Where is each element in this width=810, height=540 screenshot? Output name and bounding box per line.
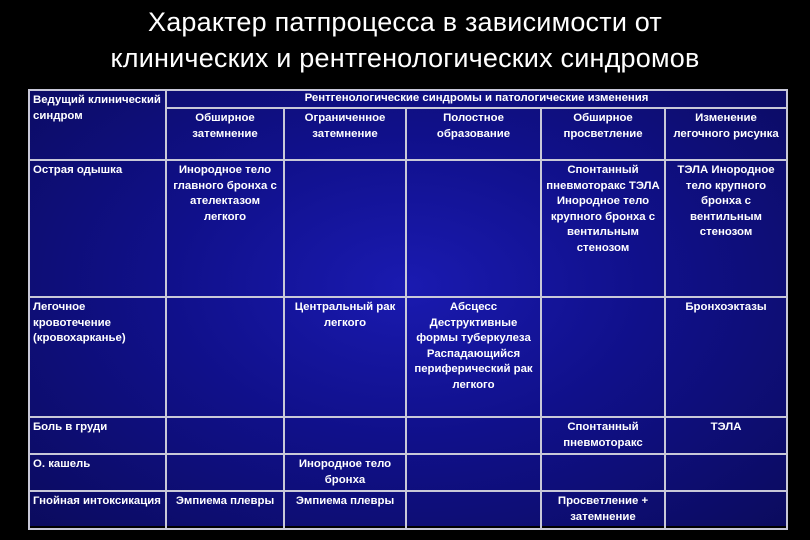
header-col-limited-opacity: Ограниченное затемнение bbox=[284, 108, 406, 160]
table-cell bbox=[284, 417, 406, 454]
row-syndrome-name: Легочное кровотечение (кровохарканье) bbox=[29, 297, 166, 417]
row-syndrome-name: Боль в груди bbox=[29, 417, 166, 454]
table-cell bbox=[166, 417, 284, 454]
table-cell: Инородное тело главного бронха с ателектазом легкого bbox=[166, 160, 284, 297]
table-row bbox=[29, 417, 787, 454]
header-group-radiological: Рентгенологические синдромы и патологические изменения bbox=[166, 90, 787, 108]
table-cell bbox=[406, 417, 541, 454]
row-syndrome-name: О. кашель bbox=[29, 454, 166, 491]
title-line-1: Характер патпроцесса в зависимости от bbox=[148, 7, 662, 37]
syndrome-table bbox=[28, 89, 788, 530]
table-cell: Спонтанный пневмоторакс ТЭЛА Инородное тело крупного бронха с вентильным стенозом bbox=[541, 160, 665, 297]
table-cell bbox=[406, 160, 541, 297]
header-col-lung-pattern: Изменение легочного рисунка bbox=[665, 108, 787, 160]
table-cell: Эмпиема плевры bbox=[284, 491, 406, 529]
table-cell bbox=[406, 491, 541, 529]
header-col-cavity: Полостное образование bbox=[406, 108, 541, 160]
table-cell: Абсцесс Деструктивные формы туберкулеза Распадающийся периферический рак легкого bbox=[406, 297, 541, 417]
table-cell: ТЭЛА Инородное тело крупного бронха с вентильным стенозом bbox=[665, 160, 787, 297]
table-row bbox=[29, 297, 787, 417]
table-cell: Спонтанный пневмоторакс bbox=[541, 417, 665, 454]
table-cell: Бронхоэктазы bbox=[665, 297, 787, 417]
row-syndrome-name: Острая одышка bbox=[29, 160, 166, 297]
table-cell: ТЭЛА bbox=[665, 417, 787, 454]
table-cell bbox=[665, 491, 787, 529]
table-cell: Просветление + затемнение bbox=[541, 491, 665, 529]
table-cell: Центральный рак легкого bbox=[284, 297, 406, 417]
header-leading-syndrome: Ведущий клинический синдром bbox=[29, 90, 166, 160]
table-row bbox=[29, 491, 787, 529]
table-cell bbox=[284, 160, 406, 297]
table-cell bbox=[166, 297, 284, 417]
row-syndrome-name: Гнойная интоксикация bbox=[29, 491, 166, 529]
table-cell: Инородное тело бронха bbox=[284, 454, 406, 491]
title-line-2: клинических и рентгенологических синдромов bbox=[110, 43, 700, 73]
table-row bbox=[29, 454, 787, 491]
table-cell bbox=[541, 454, 665, 491]
header-col-extensive-lucency: Обширное просветление bbox=[541, 108, 665, 160]
table-cell bbox=[665, 454, 787, 491]
table-row bbox=[29, 160, 787, 297]
table-cell: Эмпиема плевры bbox=[166, 491, 284, 529]
table-cell bbox=[541, 297, 665, 417]
header-col-extensive-opacity: Обширное затемнение bbox=[166, 108, 284, 160]
table-cell bbox=[166, 454, 284, 491]
syndrome-table-container bbox=[28, 89, 786, 526]
table-cell bbox=[406, 454, 541, 491]
slide-title bbox=[0, 4, 810, 76]
